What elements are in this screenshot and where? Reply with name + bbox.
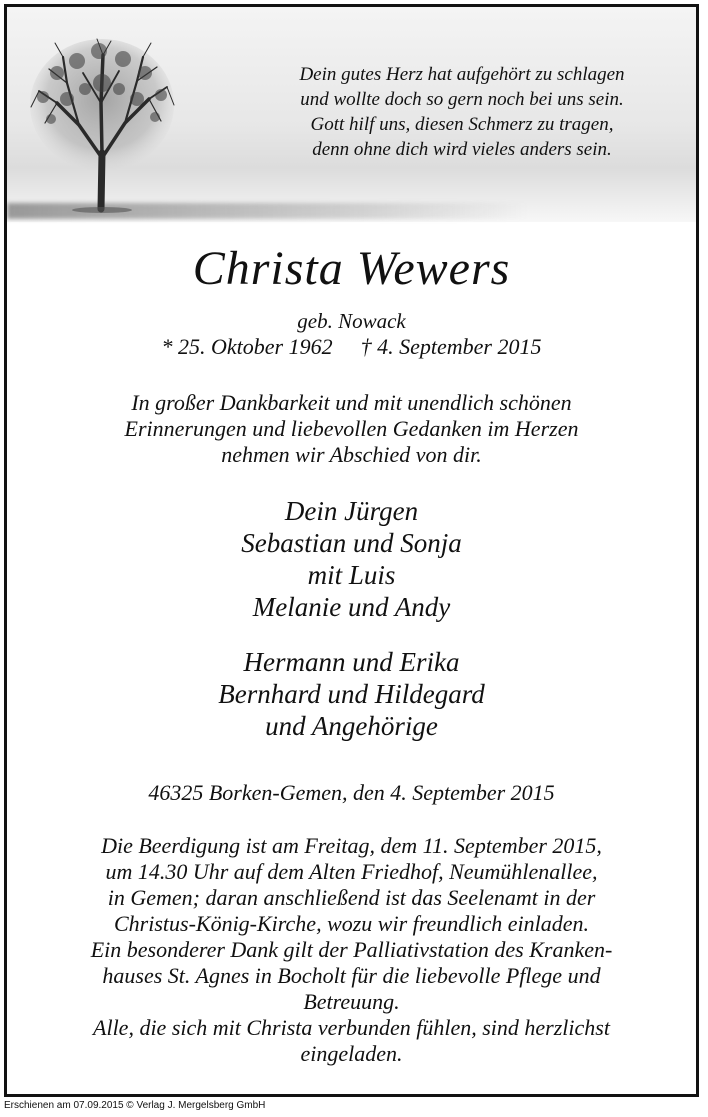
intro-line: In großer Dankbarkeit und mit unendlich schönen — [131, 390, 572, 415]
funeral-line: hauses St. Agnes in Bocholt für die liebevolle Pflege und — [102, 963, 601, 988]
intro-text — [7, 390, 696, 468]
poem-line: Dein gutes Herz hat aufgehört zu schlagen — [299, 64, 625, 85]
funeral-line: Alle, die sich mit Christa verbunden fühlen, sind herzlichst — [93, 1015, 610, 1040]
mourners-relatives — [7, 646, 696, 742]
funeral-line: Christus-König-Kirche, wozu wir freundlich einladen. — [113, 911, 590, 936]
mourner-line: Melanie und Andy — [252, 592, 451, 622]
mourner-line: Dein Jürgen — [284, 496, 419, 526]
header-banner — [7, 7, 696, 222]
publication-footer: Erschienen am 07.09.2015 © Verlag J. Mergelsberg GmbH — [4, 1100, 266, 1111]
poem — [247, 62, 677, 162]
mourner-line: Sebastian und Sonja — [241, 528, 462, 558]
mourner-line: Hermann und Erika — [243, 647, 460, 677]
poem-line: und wollte doch so gern noch bei uns sein. — [300, 89, 624, 110]
funeral-line: Betreuung. — [303, 989, 400, 1014]
mourners-family — [7, 495, 696, 623]
funeral-line: um 14.30 Uhr auf dem Alten Friedhof, Neumühlenallee, — [105, 859, 598, 884]
poem-line: Gott hilf uns, diesen Schmerz zu tragen, — [310, 114, 614, 135]
funeral-line: eingeladen. — [300, 1041, 403, 1066]
mourner-line: mit Luis — [307, 560, 396, 590]
funeral-line: Die Beerdigung ist am Freitag, dem 11. September 2015, — [101, 833, 602, 858]
funeral-line: Ein besonderer Dank gilt der Palliativstation des Kranken- — [90, 937, 613, 962]
obituary-frame — [4, 4, 699, 1097]
deceased-name: Christa Wewers — [192, 242, 511, 295]
intro-line: nehmen wir Abschied von dir. — [221, 442, 482, 467]
place-date: 46325 Borken-Gemen, den 4. September 2015 — [148, 780, 555, 805]
mourner-line: Bernhard und Hildegard — [218, 679, 485, 709]
mourner-line: und Angehörige — [265, 711, 438, 741]
birth-date: * 25. Oktober 1962 — [161, 334, 333, 359]
tree-illustration — [27, 33, 177, 215]
death-date: † 4. September 2015 — [360, 334, 542, 359]
funeral-info — [7, 833, 696, 1067]
life-dates — [7, 334, 696, 360]
intro-line: Erinnerungen und liebevollen Gedanken im Herzen — [124, 416, 579, 441]
funeral-line: in Gemen; daran anschließend ist das Seelenamt in der — [107, 885, 596, 910]
birth-name: geb. Nowack — [297, 309, 406, 333]
poem-line: denn ohne dich wird vieles anders sein. — [312, 139, 612, 160]
